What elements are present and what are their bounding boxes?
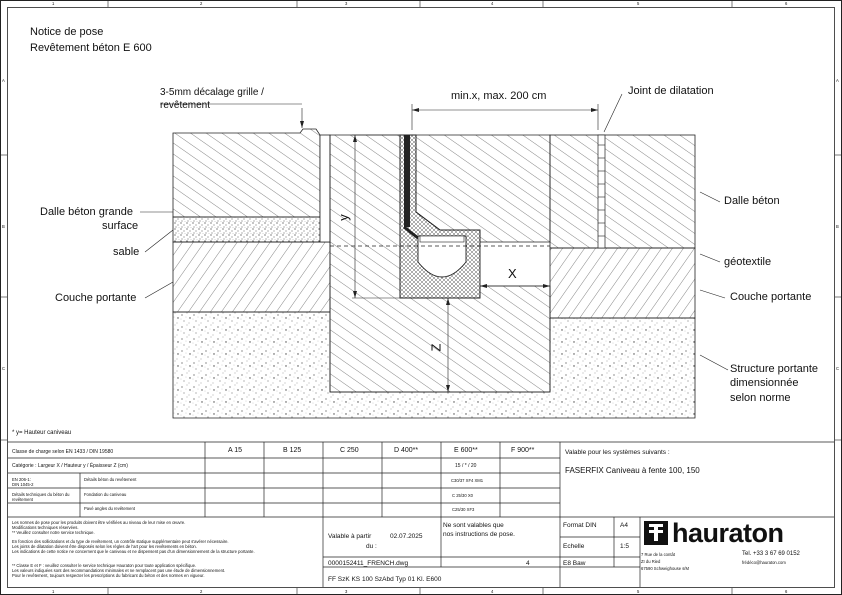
grid-letter-b: B [2, 224, 5, 229]
note-3: ** Veuillez consulter notre service technique. [12, 530, 95, 535]
row-value-category: 15 / * / 20 [455, 463, 477, 469]
page-title-line2: Revêtement béton E 600 [30, 42, 152, 54]
note-8: Les valeurs indiquées sont des recommandations minimales et ne remplacent pas une étude de dimensionnement. [12, 568, 226, 573]
grid-number-3-bottom: 3 [345, 589, 348, 594]
structure-label-1: Structure portante [730, 363, 819, 375]
grid-number-4: 4 [491, 1, 494, 6]
grid-letter-a: A [2, 78, 5, 83]
page-title-line1: Notice de pose [30, 26, 104, 38]
row-label-category: Catégorie : Largeur X / Hauteur y / Épaisseur Z (cm) [12, 463, 128, 469]
class-c250: C 250 [340, 447, 359, 454]
note-6: Les indications de cette notice ne concernent que le caniveau et ne dispensent pas d'un dimensionnement de la structure portante. [12, 549, 255, 554]
class-a15: A 15 [228, 447, 243, 454]
standards-line2: DIN 1045-2 [12, 482, 34, 487]
valid-from-date: 02.07.2025 [390, 533, 423, 540]
grid-number-6-bottom: 6 [785, 589, 788, 594]
not-valid-note-1: Ne sont valables que [443, 522, 504, 529]
telephone: Tel. +33 3 67 69 0152 [742, 551, 800, 557]
row-value-detail: C30/37 XF4 XM1 [451, 478, 484, 483]
couche-portante-left-label: Couche portante [55, 292, 137, 304]
row-label-angles: Pavé angles du revêtement [84, 506, 135, 511]
detail-label: Détails techniques du béton du revêtement [12, 492, 70, 502]
scale-label: Echelle [563, 543, 585, 550]
class-b125: B 125 [283, 447, 302, 454]
not-valid-note-2: nos instructions de pose. [443, 531, 515, 538]
class-f900: F 900** [511, 447, 535, 454]
sable-label: sable [113, 246, 140, 258]
note-1: Les normes de pose pour les produits doivent être vérifiées au niveau de leur mise en œuvre. [12, 520, 186, 525]
revision: E8 Baw [563, 560, 586, 567]
dalle-grande-label-1: Dalle béton grande [40, 206, 133, 218]
note-9: Pour le revêtement, toujours respecter les prescriptions du fabricant du béton et des normes en vigueur. [12, 573, 205, 578]
grid-letter-a-right: A [836, 78, 839, 83]
grid-number-2: 2 [200, 1, 203, 6]
drawing-reference: FF SzK KS 100 SzAbd Typ 01 Kl. E600 [328, 576, 442, 583]
class-e600: E 600** [454, 447, 478, 454]
grid-number-3: 3 [345, 1, 348, 6]
structure-label-2: dimensionnée [730, 377, 799, 389]
company-name: hauraton [672, 518, 784, 548]
width-dimension: min.x, max. 200 cm [451, 90, 547, 102]
dimension-z-label: Z [428, 343, 444, 352]
couche-portante-right-label: Couche portante [730, 291, 812, 303]
standards-line1: EN 206-1: [12, 477, 31, 482]
row-label-foundation: Fondation du caniveau [84, 492, 127, 497]
valid-system-name: FASERFIX Caniveau à fente 100, 150 [565, 466, 700, 475]
grid-letter-b-right: B [836, 224, 839, 229]
note-7: ** Classe E et F : veuillez consulter le service technique Hauraton pour toute application spécifique. [12, 563, 197, 568]
format-value: A4 [620, 522, 628, 529]
address-line2: ZI du Ried [641, 559, 661, 564]
grid-number-6: 6 [785, 1, 788, 6]
offset-note-line1: 3-5mm décalage grille / [160, 87, 264, 98]
footnote: * y= Hauteur caniveau [12, 430, 72, 436]
email: frédéco@hauraton.com [742, 560, 786, 565]
address-line1: 7 Rue de la contât [641, 552, 675, 557]
dimension-y-label: y [335, 214, 351, 221]
grid-number-1-bottom: 1 [52, 589, 55, 594]
joint-label: Joint de dilatation [628, 85, 714, 97]
offset-note-line2: revêtement [160, 100, 211, 111]
row-value-foundation: C 25/30 X0 [452, 493, 473, 498]
page-number: 4 [526, 560, 530, 567]
format-label: Format DIN [563, 522, 597, 529]
geotextile-label: géotextile [724, 256, 772, 268]
hauraton-logo-mark [644, 521, 668, 545]
grid-letter-c-right: C [836, 366, 840, 371]
note-5: Les joints de dilatation doivent être disposés selon les règles de l'art pour les revêtements en béton. [12, 544, 197, 549]
valid-from-label-1: Valable à partir [328, 533, 372, 540]
grid-number-5: 5 [637, 1, 640, 6]
scale-value: 1:5 [620, 543, 630, 550]
address-line3: 67590 Schweighouse s/M [641, 566, 689, 571]
row-label-detail: Détails béton du revêtement [84, 477, 137, 482]
note-4: En fonction des sollicitations et du type de revêtement, un contrôle statique supplémentaire peut s'avérer nécessaire. [12, 539, 229, 544]
grid-number-4-bottom: 4 [491, 589, 494, 594]
row-value-angles: C25/30 XF3 [452, 507, 475, 512]
note-2: Modifications techniques réservées. [12, 525, 79, 530]
dalle-beton-label: Dalle béton [724, 195, 780, 207]
grid-number-2-bottom: 2 [200, 589, 203, 594]
grid-letter-c: C [2, 366, 6, 371]
document-number: 0000152411_FRENCH.dwg [328, 560, 409, 567]
class-d400: D 400** [394, 447, 419, 454]
dalle-grande-label-2: surface [102, 220, 139, 232]
grid-number-1: 1 [52, 1, 55, 6]
load-class-header: Classe de charge selon EN 1433 / DIN 19580 [12, 449, 114, 455]
dimension-x-label: X [508, 266, 517, 281]
valid-from-label-2: du : [366, 543, 377, 550]
valid-systems-label: Valable pour les systèmes suivants : [565, 449, 670, 456]
structure-label-3: selon norme [730, 392, 791, 404]
grid-number-5-bottom: 5 [637, 589, 640, 594]
